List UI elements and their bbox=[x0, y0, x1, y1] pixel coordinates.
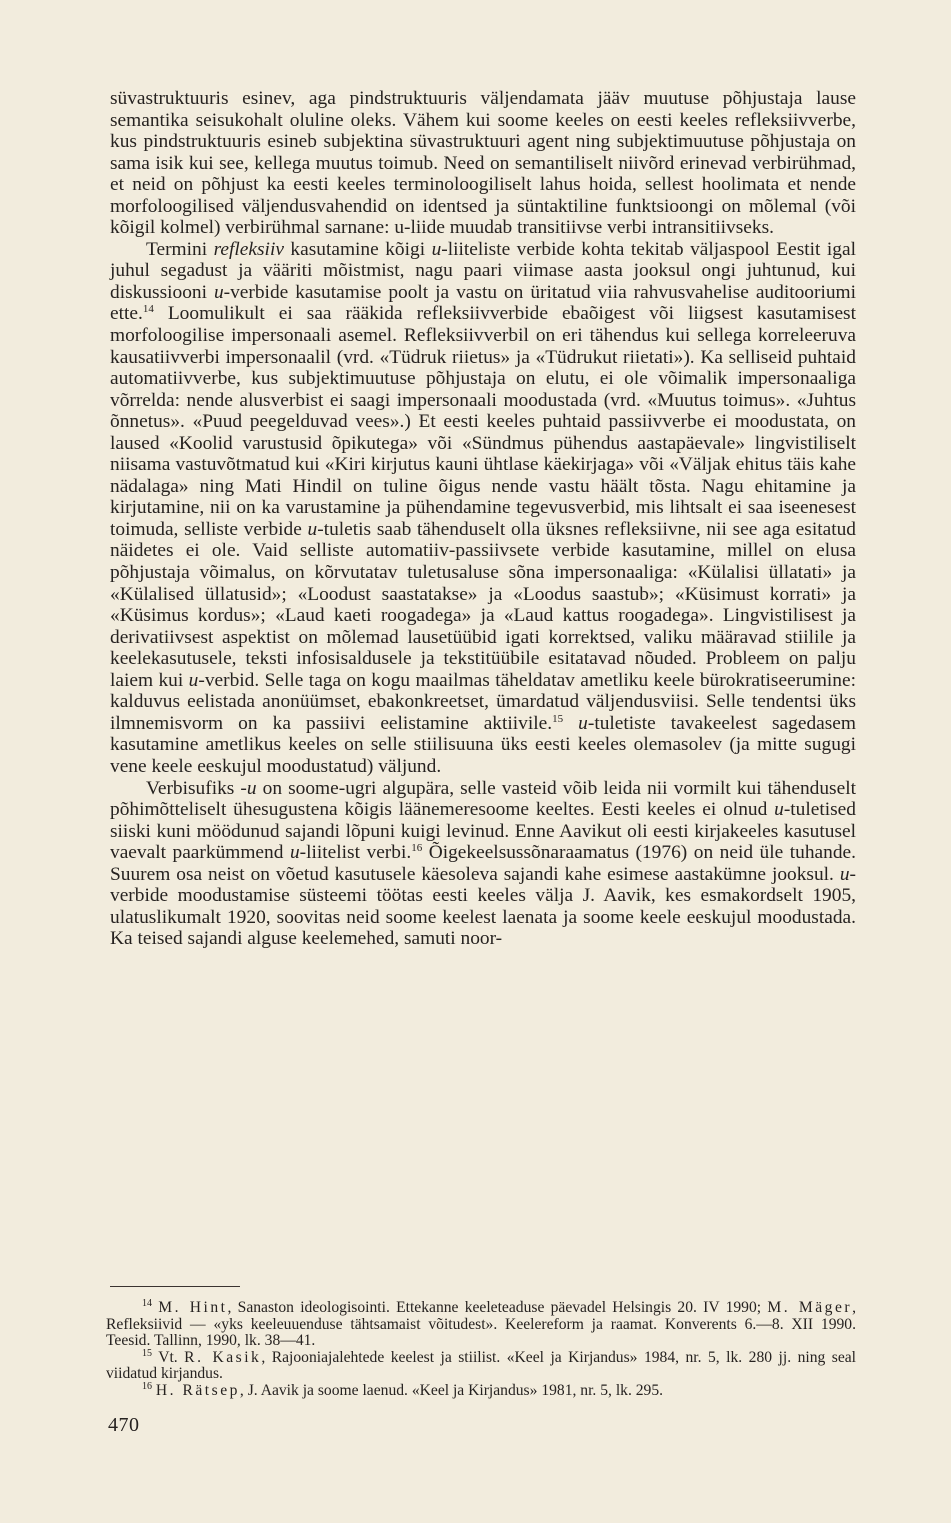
italic-u: u bbox=[188, 669, 199, 691]
footnote-ref-16[interactable]: 16 bbox=[411, 842, 423, 855]
body-text bbox=[110, 88, 856, 950]
author-name: H. Rätsep bbox=[155, 1381, 240, 1399]
italic-u: u bbox=[307, 518, 318, 540]
term-refleksiiv: refleksiiv bbox=[213, 238, 284, 260]
author-name: M. Mäger bbox=[767, 1299, 853, 1316]
paragraph-1: süvastruktuuris esinev, aga pindstruktuuris väljendamata jääv muutuse põhjustaja lause semantika seisukohalt oluline oleks. Vähem kui soome keeles on eesti keeles refleksiivverbe, kus pindstruktuuris esineb subjektina süvastruktuuri agent ning subjektimuutuse põhjustaja on sama isik kui see, kellega muutus toimub. Need on semantiliselt niivõrd erinevad verbirühmad, et neid on põhjust ka eesti keeles terminoloogiliselt lahus hoida, sellest hoolimata et nende morfoloogilised väljendusvahendid on identsed ja süntaktiline funktsioongi on mõlemal (või kõigil kolmel) verbirühmal sarnane: u-liide muudab transitiivse verbi intransitiivseks. bbox=[110, 88, 856, 239]
footnote-16: $^{16}$ H. Rätsep, J. Aavik ja soome laenud. «Keel ja Kirjandus» 1981, nr. 5, lk. 295. bbox=[142, 1380, 664, 1399]
footnote-ref-15[interactable]: 15 bbox=[552, 712, 564, 725]
italic-u: u bbox=[431, 238, 442, 260]
italic-u: u bbox=[774, 799, 784, 821]
italic-u: u bbox=[213, 281, 224, 303]
footnote-15: $^{15}$ Vt. R. Kasik, Rajooniajalehtede keelest ja stiilist. «Keel ja Kirjandus» 1984, nr. 5, lk. 280 jj. ning seal viidatud kirjandus. bbox=[106, 1347, 857, 1383]
author-name: M. Hint bbox=[158, 1299, 228, 1316]
page-number: 470 bbox=[108, 1414, 140, 1436]
footnote-ref-14[interactable]: 14 bbox=[142, 303, 154, 316]
author-name: R. Kasik bbox=[184, 1348, 262, 1366]
paragraph-2: Termini refleksiiv kasutamine kõigi u-liiteliste verbide kohta tekitab väljaspool Eestit igal juhul segadust ja vääriti mõistmist, nagu paari viimase aasta jooksul ongi juhtunud, kui diskussiooni u-verbide kasutamise poolt ja vastu on üritatud viia rahvusvahelise auditooriumi ette.$^{14}$ Loomulikult ei saa rääkida refleksiivverbide ebaõigest või liigsest kasutamisest morfoloogilise impersonaali asemel. Refleksiivverbil on eri tähendus kui sellega korreleeruva kausatiivverbi impersonaalil (vrd. «Tüdruk riietus» ja «Tüdrukut riietati»). Ka selliseid puhtaid automatiivverbe, kus subjektimuutuse põhjustaja on elutu, ei ole võimalik impersonaaliga võrrelda: nende alusverbist ei saagi impersonaali moodustada (vrd. «Muutus toimus». «Juhtus õnnetus». «Puud peegelduvad vees».) Et eesti keeles puhtaid passiivverbe ei moodustata, on laused «Koolid varustusid õpikutega» või «Sündmus pühendus aastapäevale» lingvistiliselt niisama vastuvõtmatud kui «Kiri kirjutus kauni ühtlase käekirjaga» või «Väljak ehitus täis kahe nädalaga» ning Mati Hindil on tuline õigus nende vastu häält tõsta. Nagu ehitamine ja kirjutamine, nii on ka varustamine ja pühendamine tegevusverbid, mis lihtsalt ei saa iseenesest toimuda, selliste verbide u-tuletis saab tähenduselt olla üksnes refleksiivne, nii see aga esitatud näidetes ei ole. Vaid selliste automatiiv-passiivsete verbide kasutamine, millel on elusa põhjustaja võimalus, on kõrvutatav tuletusaluse sõna impersonaaliga: «Külalisi üllatati» ja «Külalised üllatusid»; «Loodust saastatakse» ja «Loodus saastub»; «Küsimust korrati» ja «Küsimus kordus»; «Laud kaeti roogadega» ja «Laud kattus roogadega». Lingvistilisest ja derivatiivsest aspektist on mõlemad lausetüübid igati korrektsed, valiku määravad stiilile ja keelekasutusele, teksti infosisaldusele ja tekstitüübile esitatavad nõuded. Probleem on palju laiem kui u-verbid. Selle taga on kogu maailmas täheldatav ametliku keele bürokratiseerumine: kalduvus eelistada anonüümset, ebakonkreetset, ümardatud väljendusviisi. Selle tendentsi üks ilmnemisvorm on ka passiivi eelistamine aktiivile.$^{15}$ u-tuletiste tavakeelest sagedasem kasutamine ametlikus keeles on selle stiilisuuna üks eesti keeles olemasolev (ja mitte sugugi vene keele eeskujul moodustatud) väljund. bbox=[110, 238, 856, 777]
footnote-14: $^{14}$ M. Hint, Sanaston ideologisointi. Ettekanne keeleteaduse päevadel Helsingis 20. IV 1990; M. Mäger, Refleksiivid — «yks keeleuuenduse tähtsamaist võitudest». Keelereform ja raamat. Konverents 6.—8. XII 1990. Teesid. Tallinn, 1990, lk. 38—41. bbox=[106, 1298, 856, 1350]
paragraph-3: Verbisufiks -u on soome-ugri algupära, selle vasteid võib leida nii vormilt kui tähenduselt põhimõtteliselt ühesugustena kõigis läänemeresoome keeltes. Eesti keeles ei olnud u-tuletised siiski kuni möödunud sajandi lõpuni kuigi levinud. Enne Aavikut oli eesti kirjakeeles kasutusel vaevalt paarkümmend u-liitelist verbi.$^{16}$ Õigekeelsussõnaraamatus (1976) on neid üle tuhande. Suurem osa neist on võetud kasutusele käesoleva sajandi kahe esimese aastakümne jooksul. u-verbide moodustamise süsteemi töötas eesti keeles välja J. Aavik, kes esmakordselt 1905, ulatuslikumalt 1920, soovitas neid soome keelest laenata ja soome keele eeskujul moodustada. Ka teised sajandi alguse keelemehed, samuti noor- bbox=[110, 777, 856, 950]
footnote-divider bbox=[110, 1286, 240, 1287]
suffix-u: -u bbox=[240, 777, 257, 799]
footnotes bbox=[106, 1300, 856, 1400]
italic-u: u bbox=[578, 712, 588, 734]
italic-u: u bbox=[289, 842, 300, 864]
italic-u: u bbox=[839, 863, 850, 885]
